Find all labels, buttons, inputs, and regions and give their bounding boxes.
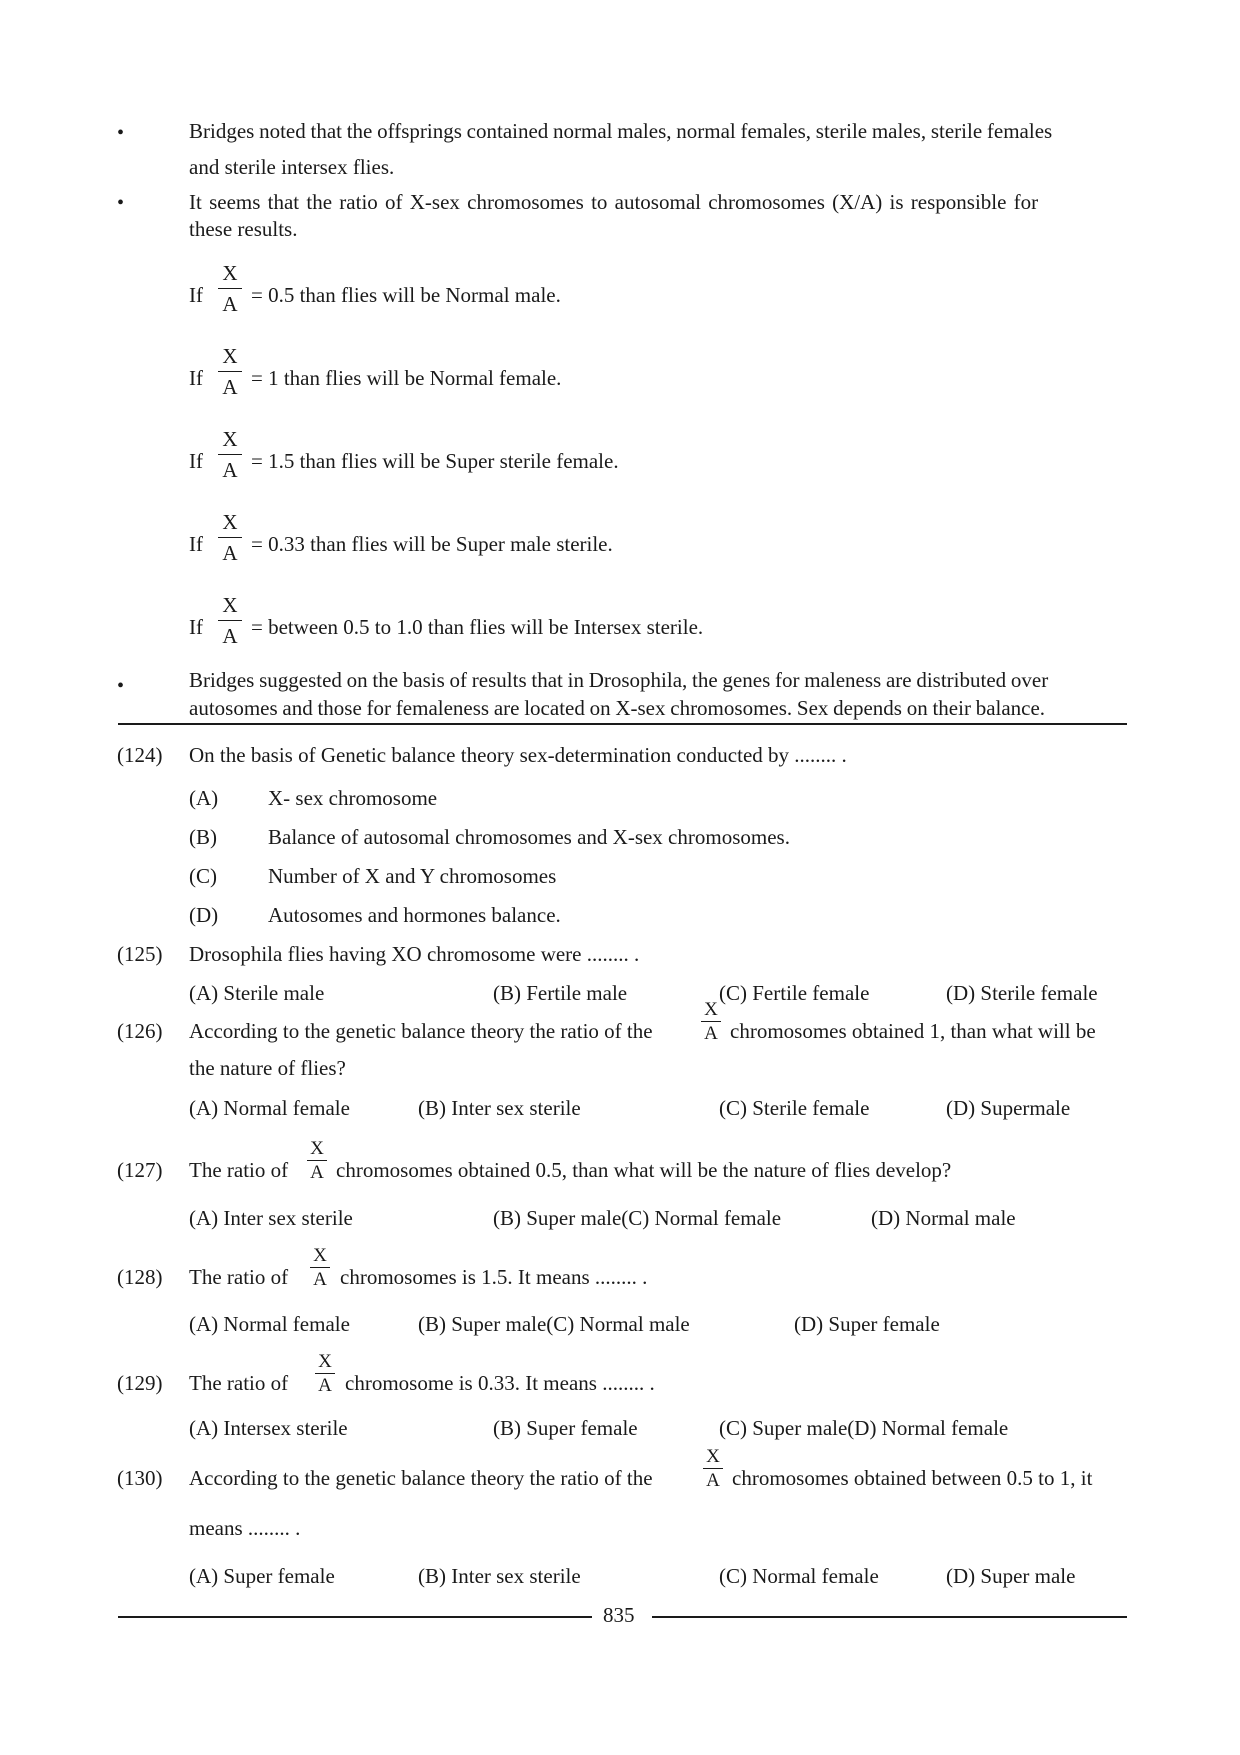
x-over-a-fraction: X A bbox=[218, 345, 242, 398]
option-label: (C) bbox=[189, 864, 217, 888]
option-b: (B) Super female bbox=[493, 1416, 638, 1440]
footer-rule-left bbox=[118, 1616, 592, 1618]
question-text: On the basis of Genetic balance theory sex-determination conducted by ........ . bbox=[189, 743, 847, 767]
option-text: Autosomes and hormones balance. bbox=[268, 903, 561, 927]
x-over-a-fraction: X A bbox=[310, 1246, 330, 1289]
option-b: (B) Fertile male bbox=[493, 981, 628, 1005]
x-over-a-fraction: X A bbox=[315, 1352, 335, 1395]
if-label: If bbox=[189, 283, 203, 307]
option-b: (B) Inter sex sterile bbox=[418, 1564, 581, 1588]
x-over-a-fraction: X A bbox=[218, 428, 242, 481]
question-text: The ratio of bbox=[189, 1158, 289, 1182]
if-label: If bbox=[189, 532, 203, 556]
if-label: If bbox=[189, 366, 203, 390]
bullet-1-line-1: Bridges noted that the offsprings contained normal males, normal females, sterile males, sterile females bbox=[189, 119, 1053, 143]
option-b-and-c: (B) Super male(C) Normal male bbox=[418, 1312, 690, 1336]
bullet-icon: • bbox=[117, 675, 125, 697]
question-number: (127) bbox=[117, 1158, 163, 1182]
option-d: (D) Super female bbox=[794, 1312, 940, 1336]
page-number: 835 bbox=[603, 1603, 635, 1627]
question-number: (129) bbox=[117, 1371, 163, 1395]
question-text: According to the genetic balance theory the ratio of the bbox=[189, 1466, 653, 1490]
bullet-icon: • bbox=[117, 192, 125, 214]
ratio-rule-text: = 1 than flies will be Normal female. bbox=[251, 366, 562, 390]
option-label: (A) bbox=[189, 786, 219, 810]
x-over-a-fraction: X A bbox=[307, 1139, 327, 1182]
option-text: Number of X and Y chromosomes bbox=[268, 864, 557, 888]
option-d: (D) Normal male bbox=[871, 1206, 1016, 1230]
question-text: The ratio of bbox=[189, 1265, 289, 1289]
footer-rule-right bbox=[652, 1616, 1127, 1618]
option-d: (D) Super male bbox=[946, 1564, 1076, 1588]
x-over-a-fraction: X A bbox=[218, 262, 242, 315]
option-c: (C) Normal female bbox=[719, 1564, 879, 1588]
bullet-icon: • bbox=[117, 122, 125, 144]
question-number: (130) bbox=[117, 1466, 163, 1490]
option-b: (B) Inter sex sterile bbox=[418, 1096, 581, 1120]
ratio-rule-text: = 0.33 than flies will be Super male sterile. bbox=[251, 532, 613, 556]
question-text-continued: chromosomes obtained between 0.5 to 1, it bbox=[732, 1466, 1093, 1490]
x-over-a-fraction: X A bbox=[218, 511, 242, 564]
x-over-a-fraction: X A bbox=[703, 1447, 723, 1490]
bullet-2-line-2: these results. bbox=[189, 217, 298, 241]
question-text-line-2: means ........ . bbox=[189, 1516, 301, 1540]
question-number: (128) bbox=[117, 1265, 163, 1289]
option-a: (A) Inter sex sterile bbox=[189, 1206, 353, 1230]
option-text: Balance of autosomal chromosomes and X-sex chromosomes. bbox=[268, 825, 790, 849]
option-label: (D) bbox=[189, 903, 219, 927]
option-a: (A) Normal female bbox=[189, 1096, 350, 1120]
ratio-rule-text: = 1.5 than flies will be Super sterile female. bbox=[251, 449, 619, 473]
question-number: (125) bbox=[117, 942, 163, 966]
question-text-continued: chromosomes is 1.5. It means ........ . bbox=[340, 1265, 648, 1289]
option-c: (C) Sterile female bbox=[719, 1096, 870, 1120]
x-over-a-fraction: X A bbox=[218, 594, 242, 647]
ratio-rule-text: = 0.5 than flies will be Normal male. bbox=[251, 283, 561, 307]
option-c-and-d: (C) Super male(D) Normal female bbox=[719, 1416, 1009, 1440]
question-number: (124) bbox=[117, 743, 163, 767]
question-text-line-2: the nature of flies? bbox=[189, 1056, 346, 1080]
x-over-a-fraction: X A bbox=[701, 1000, 721, 1043]
option-label: (B) bbox=[189, 825, 217, 849]
question-number: (126) bbox=[117, 1019, 163, 1043]
ratio-rule-text: = between 0.5 to 1.0 than flies will be Intersex sterile. bbox=[251, 615, 704, 639]
option-a: (A) Normal female bbox=[189, 1312, 350, 1336]
section-divider bbox=[118, 723, 1127, 725]
question-text-continued: chromosome is 0.33. It means ........ . bbox=[345, 1371, 655, 1395]
question-text-continued: chromosomes obtained 1, than what will be bbox=[730, 1019, 1096, 1043]
question-text: The ratio of bbox=[189, 1371, 289, 1395]
option-b-and-c: (B) Super male(C) Normal female bbox=[493, 1206, 782, 1230]
question-text: Drosophila flies having XO chromosome were ........ . bbox=[189, 942, 640, 966]
bullet-3-line-1: Bridges suggested on the basis of results that in Drosophila, the genes for maleness are distributed over bbox=[189, 668, 1049, 692]
bullet-2-line-1: It seems that the ratio of X-sex chromosomes to autosomal chromosomes (X/A) is responsible for bbox=[189, 190, 1039, 214]
bullet-3-line-2: autosomes and those for femaleness are located on X-sex chromosomes. Sex depends on their balance. bbox=[189, 696, 1046, 720]
option-c: (C) Fertile female bbox=[719, 981, 870, 1005]
bullet-1-line-2: and sterile intersex flies. bbox=[189, 155, 395, 179]
question-text: According to the genetic balance theory the ratio of the bbox=[189, 1019, 653, 1043]
question-text-continued: chromosomes obtained 0.5, than what will be the nature of flies develop? bbox=[336, 1158, 952, 1182]
option-d: (D) Sterile female bbox=[946, 981, 1098, 1005]
option-a: (A) Sterile male bbox=[189, 981, 325, 1005]
option-a: (A) Intersex sterile bbox=[189, 1416, 348, 1440]
option-text: X- sex chromosome bbox=[268, 786, 438, 810]
if-label: If bbox=[189, 449, 203, 473]
if-label: If bbox=[189, 615, 203, 639]
option-a: (A) Super female bbox=[189, 1564, 335, 1588]
option-d: (D) Supermale bbox=[946, 1096, 1071, 1120]
